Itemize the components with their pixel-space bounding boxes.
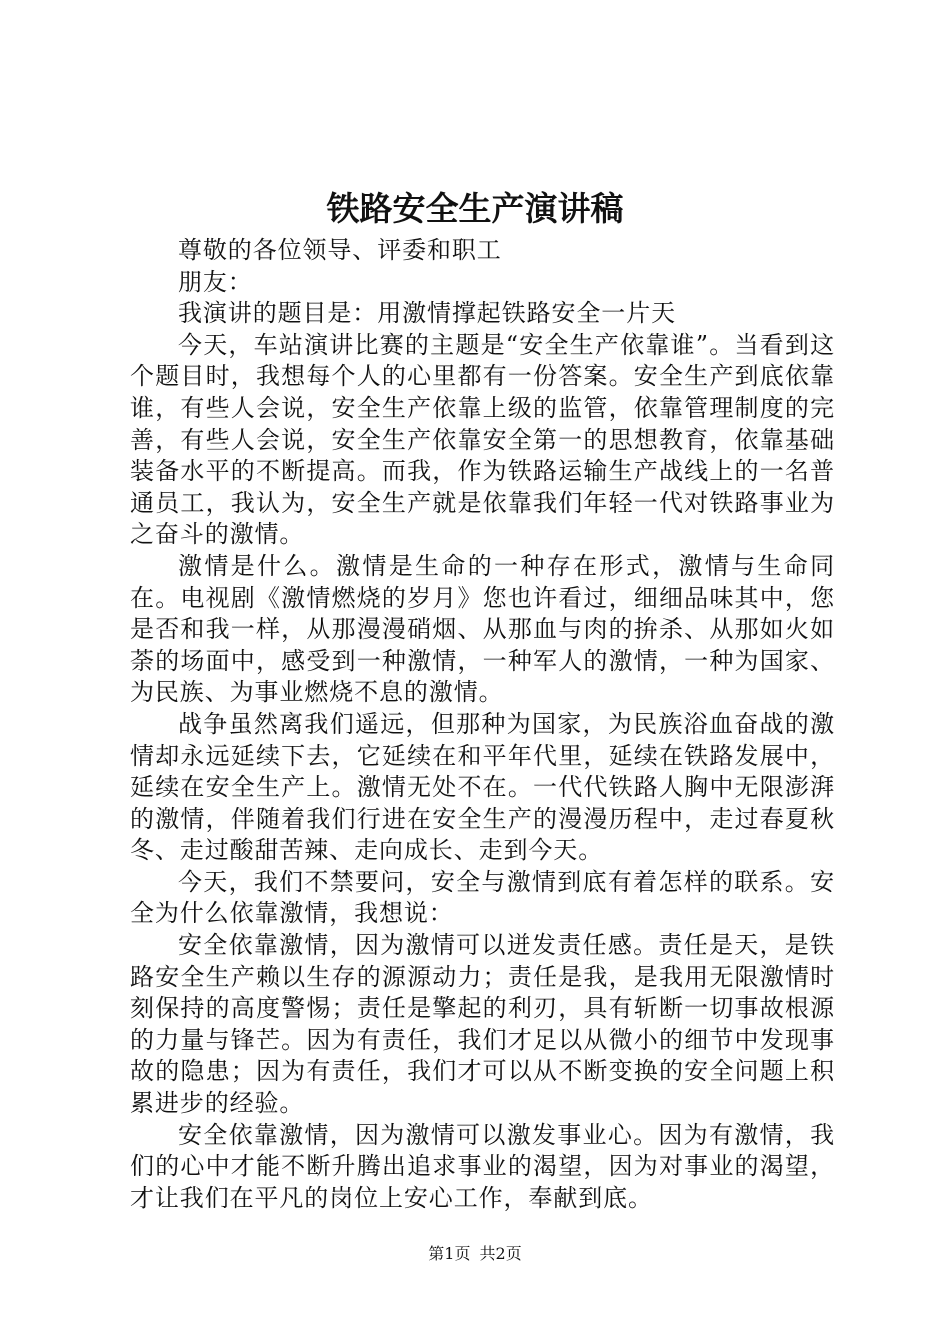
paragraph-body: 战争虽然离我们遥远，但那种为国家，为民族浴血奋战的激情却永远延续下去，它延续在和平年代里，延续在铁路发展中，延续在安全生产上。激情无处不在。一代代铁路人胸中无限澎湃的激情，伴随着我们行进在安全生产的漫漫历程中，走过春夏秋冬、走过酸甜苦辣、走向成长、走到今天。 xyxy=(130,709,835,865)
paragraph-body: 安全依靠激情，因为激情可以激发事业心。因为有激情，我们的心中才能不断升腾出追求事业的渴望，因为对事业的渴望，才让我们在平凡的岗位上安心工作，奉献到底。 xyxy=(130,1120,835,1212)
paragraph-salutation-2: 朋友： xyxy=(178,267,253,296)
paragraph-body: 今天，车站演讲比赛的主题是“安全生产依靠谁”。当看到这个题目时，我想每个人的心里都有一份答案。安全生产到底依靠谁，有些人会说，安全生产依靠上级的监管，依靠管理制度的完善，有些人会说，安全生产依靠安全第一的思想教育，依靠基础装备水平的不断提高。而我，作为铁路运输生产战线上的一名普通员工，我认为，安全生产就是依靠我们年轻一代对铁路事业为之奋斗的激情。 xyxy=(130,330,835,549)
paragraph-body: 安全依靠激情，因为激情可以迸发责任感。责任是天，是铁路安全生产赖以生存的源源动力；责任是我，是我用无限激情时刻保持的高度警惕；责任是擎起的利刃，具有斩断一切事故根源的力量与锋芒。因为有责任，我们才足以从微小的细节中发现事故的隐患；因为有责任，我们才可以从不断变换的安全问题上积累进步的经验。 xyxy=(130,931,835,1118)
page-footer xyxy=(0,1243,950,1265)
page-total: 共2页 xyxy=(479,1244,522,1263)
document-body xyxy=(130,235,835,1214)
paragraph-body: 激情是什么。激情是生命的一种存在形式，激情与生命同在。电视剧《激情燃烧的岁月》您也许看过，细细品味其中，您是否和我一样，从那漫漫硝烟、从那血与肉的拚杀、从那如火如荼的场面中，感受到一种激情，一种军人的激情，一种为国家、为民族、为事业燃烧不息的激情。 xyxy=(130,551,835,707)
page-number: 第1页 xyxy=(428,1244,471,1263)
paragraph-salutation-1: 尊敬的各位领导、评委和职工 xyxy=(178,236,502,264)
paragraph-topic: 我演讲的题目是：用激情撑起铁路安全一片天 xyxy=(178,299,676,328)
paragraph-body: 今天，我们不禁要问，安全与激情到底有着怎样的联系。安全为什么依靠激情，我想说： xyxy=(130,867,835,928)
document-title: 铁路安全生产演讲稿 xyxy=(326,189,624,228)
